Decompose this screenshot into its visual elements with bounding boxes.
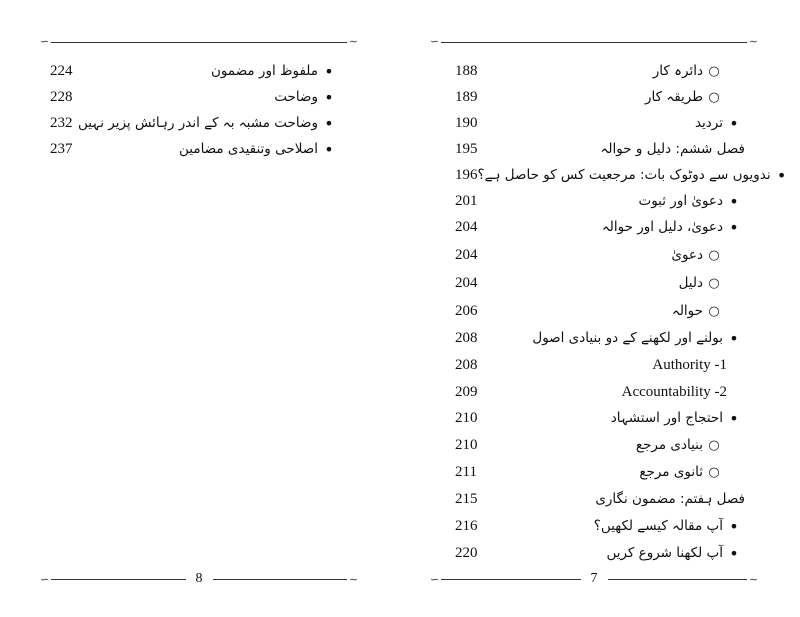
toc-entry (636, 437, 725, 453)
bullet-icon: • (324, 139, 334, 159)
toc-entry (671, 247, 725, 263)
toc-entry-text: وضاحت (274, 89, 318, 105)
header-ornament (428, 36, 760, 48)
hollow-bullet-icon: ○ (708, 464, 720, 480)
toc-entry-text: آپ مقالہ کیسے لکھیں؟ (593, 518, 723, 534)
toc-entry (532, 329, 745, 348)
toc-page-number: 237 (50, 140, 73, 157)
toc-page-number: 216 (455, 517, 478, 534)
toc-page-number: 220 (455, 544, 478, 561)
toc-entry (478, 166, 793, 185)
hollow-bullet-icon: ○ (708, 275, 720, 291)
toc-entry-text: وضاحت مشبہ بہ کے اندر رہائش پزیر نہیں (77, 115, 318, 131)
toc-row (455, 270, 745, 296)
toc-row (455, 162, 787, 188)
hollow-bullet-icon: ○ (708, 89, 720, 105)
toc-entry-text: فصل ششم: دلیل و حوالہ (600, 141, 745, 157)
toc-row (455, 405, 745, 431)
hollow-bullet-icon: ○ (708, 247, 720, 263)
bullet-icon: • (729, 217, 739, 237)
toc-row (455, 325, 745, 351)
toc-entry-text: طریقہ کار (644, 89, 703, 105)
toc-row (455, 110, 745, 136)
toc-entry-text: دعویٰ اور ثبوت (638, 193, 723, 209)
toc-row (455, 298, 745, 324)
footer-ornament (38, 572, 360, 586)
toc-entry-text: اصلاحی وتنقیدی مضامین (179, 141, 318, 157)
toc-entry-text: فصل ہفتم: مضمون نگاری (595, 491, 745, 507)
header-ornament (38, 36, 360, 48)
ornament-curl-icon: ∼ (348, 572, 358, 586)
toc-entry (622, 384, 727, 401)
toc-page-number: 210 (455, 436, 478, 453)
bullet-icon: • (324, 87, 334, 107)
toc-entry (78, 114, 340, 133)
toc-entry (274, 88, 340, 107)
toc-entry (179, 140, 340, 159)
toc-entry (639, 464, 725, 480)
bullet-icon: • (776, 165, 787, 185)
toc-entry-text: دعویٰ، دلیل اور حوالہ (601, 219, 723, 235)
toc-entry-text: ندویوں سے دوٹوک بات: مرجعیت کس کو حاصل ہے؟ (477, 167, 771, 183)
toc-page-number: 228 (50, 88, 73, 105)
toc-row (455, 459, 745, 485)
toc-entry (606, 544, 745, 563)
toc-page-number: 209 (455, 383, 478, 400)
toc-entry-text: احتجاج اور استشہاد (610, 410, 723, 426)
toc-entry-text: بنیادی مرجع (635, 437, 703, 453)
toc-entry-text: آپ لکھنا شروع کریں (606, 545, 723, 561)
toc-entry (652, 357, 727, 374)
toc-row (50, 58, 340, 84)
toc-row (50, 136, 340, 162)
toc-row (50, 84, 340, 110)
toc-page-number: 196 (455, 166, 478, 183)
bullet-icon: • (324, 113, 334, 133)
toc-entry (595, 491, 745, 507)
toc-entry (695, 114, 745, 133)
toc-row (455, 352, 745, 378)
toc-row (455, 84, 745, 110)
toc-row (455, 242, 745, 268)
toc-row (455, 486, 745, 512)
toc-page-number: 204 (455, 274, 478, 291)
toc-entry (653, 63, 725, 79)
hollow-bullet-icon: ○ (708, 63, 720, 79)
toc-entry (602, 218, 745, 237)
ornament-curl-icon: ∽ (430, 572, 440, 586)
toc-page-number: 204 (455, 218, 478, 235)
hollow-bullet-icon: ○ (708, 437, 720, 453)
toc-entry-text: Authority -1 (652, 356, 727, 373)
toc-entry-text: Accountability -2 (621, 383, 727, 400)
toc-entry-text: ثانوی مرجع (639, 464, 703, 480)
ornament-curl-icon: ∼ (348, 35, 358, 48)
toc-page-number: 188 (455, 62, 478, 79)
toc-entry (672, 303, 725, 319)
toc-page-number: 195 (455, 140, 478, 157)
toc-page-number: 190 (455, 114, 478, 131)
toc-row (50, 110, 340, 136)
toc-entry (645, 89, 725, 105)
bullet-icon: • (729, 113, 739, 133)
bullet-icon: • (729, 543, 739, 563)
footer-page-number: 7 (581, 571, 608, 587)
bullet-icon: • (324, 61, 334, 81)
ornament-curl-icon: ∽ (40, 35, 50, 48)
bullet-icon: • (729, 191, 739, 211)
toc-page-number: 210 (455, 409, 478, 426)
toc-row (455, 513, 745, 539)
toc-entry-text: تردید (694, 115, 723, 131)
ornament-curl-icon: ∼ (748, 572, 758, 586)
toc-row (455, 58, 745, 84)
toc-entry-text: دلیل (678, 275, 703, 291)
hollow-bullet-icon: ○ (708, 303, 720, 319)
toc-page-number: 204 (455, 246, 478, 263)
toc-entry-text: دائرہ کار (652, 63, 703, 79)
toc-page-number: 189 (455, 88, 478, 105)
toc-entry (639, 192, 746, 211)
toc-entry-text: دعویٰ (671, 247, 703, 263)
toc-row (455, 432, 745, 458)
page-right (400, 0, 800, 617)
toc-page-number: 211 (455, 463, 477, 480)
toc-page-number: 232 (50, 114, 73, 131)
bullet-icon: • (729, 328, 739, 348)
toc-page-number: 206 (455, 302, 478, 319)
toc-row (455, 188, 745, 214)
toc-entry-text: ملفوظ اور مضمون (211, 63, 318, 79)
ornament-curl-icon: ∼ (748, 35, 758, 48)
toc-entry (611, 409, 745, 428)
ornament-curl-icon: ∽ (40, 572, 50, 586)
toc-entry (594, 517, 745, 536)
toc-row (455, 540, 745, 566)
bullet-icon: • (729, 408, 739, 428)
toc-page-number: 201 (455, 192, 478, 209)
toc-entry-text: بولنے اور لکھنے کے دو بنیادی اصول (532, 330, 723, 346)
toc-page-number: 208 (455, 329, 478, 346)
toc-entry (679, 275, 725, 291)
footer-ornament (428, 572, 760, 586)
toc-entry (601, 141, 745, 157)
toc-page-number: 224 (50, 62, 73, 79)
toc-page-number: 215 (455, 490, 478, 507)
bullet-icon: • (729, 516, 739, 536)
toc-entry (211, 62, 340, 81)
ornament-curl-icon: ∽ (430, 35, 440, 48)
toc-row (455, 136, 745, 162)
footer-page-number: 8 (186, 571, 213, 587)
toc-entry-text: حوالہ (671, 303, 703, 319)
toc-row (455, 214, 745, 240)
toc-row (455, 379, 745, 405)
toc-page-number: 208 (455, 356, 478, 373)
